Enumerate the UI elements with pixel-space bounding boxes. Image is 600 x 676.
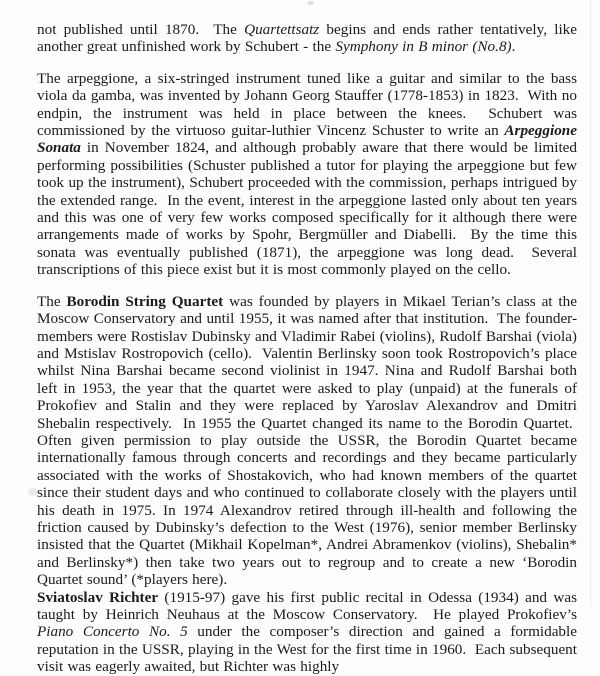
text-segment: in November 1824, and although probably aware that there would be limited performing possibilities (Schuster published a tutor for playing the arpeggione but few took up the instrument), Schubert proceeded with the commission, perhaps intrigued by the extended range. In the event, interest in the arpeggione lasted only about ten years and this was one of very few works composed specifically for it although there were arrangements made of works by Spohr, Bergmüller and Diabelli. By the time this sonata was eventually published (1871), the arpeggione was long dead. Several transcriptions of this piece exist but it is most commonly played on the cello. bbox=[37, 139, 577, 279]
text-segment: The arpeggione, a six-stringed instrument tuned like a guitar and similar to the bass viola da gamba, was invented by Johann Georg Stauffer (1778-1853) in 1823. With no endpin, the instrument was held in place between the knees. Schubert was commissioned by the virtuoso guitar-luthier Vincenz Schuster to write an bbox=[37, 69, 577, 140]
scan-speck-artifact bbox=[307, 1, 314, 5]
document-body bbox=[37, 21, 577, 676]
text-segment: was founded by players in Mikael Terian’s class at the Moscow Conservatory and until 1955, it was named after that institution. The founder-members were Rostislav Dubinsky and Vladimir Rabei (violins), Rudolf Barshai (viola) and Mstislav Rostropovich (cello). Valentin Berlinsky soon took Rostropovich’s place whilst Nina Barshai became second violinist in 1947. Nina and Rudolf Barshai both left in 1953, the year that the quartet were asked to play (unpaid) at the funerals of Prokofiev and Stalin and they were replaced by Yaroslav Alexandrov and Dmitri Shebalin respectively. In 1955 the Quartet changed its name to the Borodin Quartet. Often given permission to play outside the USSR, the Borodin Quartet became internationally famous through concerts and recordings and they became particularly associated with the works of Shostakovich, who had known members of the quartet since their student days and who continued to collaborate closely with the players until his death in 1975. In 1974 Alexandrov retired through ill-health and following the friction caused by Dubinsky’s defection to the West (1976), senior member Berlinsky insisted that the Quartet (Mikhail Kopelman*, Andrei Abramenkov (violins), Shebalin* and Berlinsky*) then take two years out to regroup and to create a new ‘Borodin Quartet sound’ (*players here). bbox=[37, 292, 577, 589]
text-segment-italic: Quartettsatz bbox=[244, 21, 320, 38]
scan-edge-line-artifact bbox=[590, 0, 591, 607]
paragraph bbox=[37, 21, 577, 56]
text-segment-italic: Piano Concerto No. 5 bbox=[37, 623, 188, 641]
text-segment: . bbox=[511, 38, 516, 56]
paragraph bbox=[37, 293, 577, 589]
paragraph bbox=[37, 70, 577, 279]
text-segment: not published until 1870. The bbox=[37, 21, 245, 38]
text-segment: The bbox=[37, 292, 67, 310]
text-segment: begins and ends rather tentatively, like another great unfinished work by Schubert - the bbox=[37, 21, 578, 56]
text-segment-bold: Sviatoslav Richter bbox=[37, 588, 159, 606]
text-segment: under the composer’s direction and gained a formidable reputation in the USSR, playing in the West for the first time in 1960. Each subsequent visit was eagerly awaited, but Richter was highly bbox=[37, 623, 577, 676]
text-segment-bold: Borodin String Quartet bbox=[66, 292, 224, 310]
text-segment: (1915-97) gave his first public recital in Odessa (1934) and was taught by Heinrich Neuhaus at the Moscow Conservatory. He played Prokofiev’s bbox=[37, 588, 577, 623]
paragraph bbox=[37, 589, 577, 676]
scanned-page bbox=[37, 21, 577, 676]
text-segment-italic: Symphony in B minor (No.8) bbox=[335, 38, 512, 56]
text-segment-bolditalic: Arpeggione Sonata bbox=[37, 122, 577, 157]
